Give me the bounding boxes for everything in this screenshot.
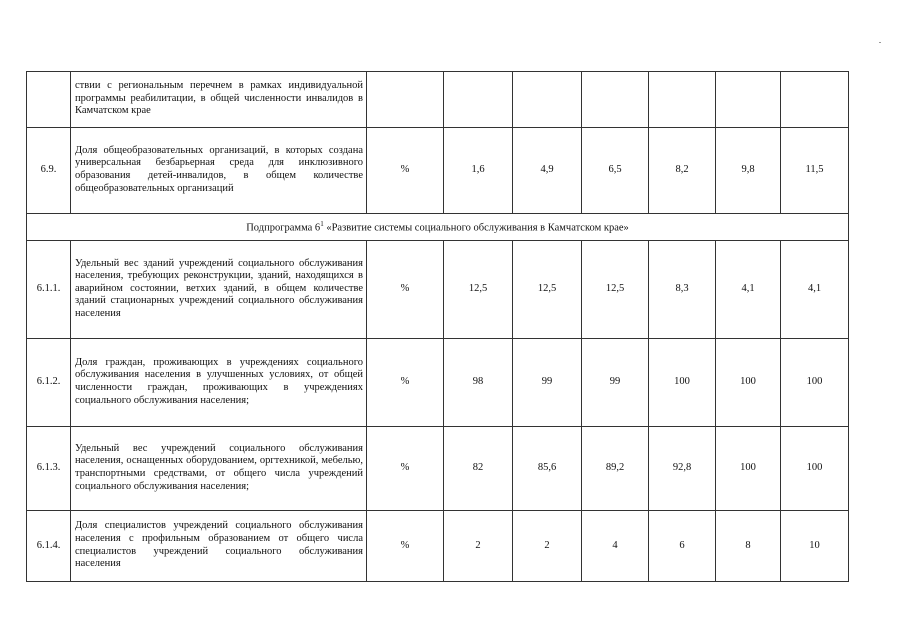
value-cell: 4,1 <box>716 241 781 339</box>
row-number: 6.1.1. <box>27 241 71 339</box>
table-row <box>27 511 849 582</box>
value-cell: 8 <box>716 511 781 582</box>
value-cell: 4 <box>582 511 649 582</box>
value-cell <box>513 72 582 128</box>
value-cell: 2 <box>513 511 582 582</box>
value-cell: 8,2 <box>649 128 716 214</box>
unit-cell: % <box>367 128 444 214</box>
scan-speck <box>879 42 881 43</box>
indicators-table <box>26 71 849 582</box>
value-cell: 9,8 <box>716 128 781 214</box>
subprogram-title: «Развитие системы социального обслуживания в Камчатском крае» <box>323 222 629 234</box>
value-cell: 12,5 <box>444 241 513 339</box>
table-row <box>27 339 849 427</box>
row-number: 6.1.3. <box>27 427 71 511</box>
subprogram-prefix: Подпрограмма 6 <box>246 222 321 234</box>
value-cell: 8,3 <box>649 241 716 339</box>
value-cell <box>582 72 649 128</box>
value-cell: 82 <box>444 427 513 511</box>
indicator-name: Удельный вес учреждений социального обслуживания населения, оснащенных оборудованием, оргтехникой, мебелью, транспортными средствами, от общего числа учреждений социального обслуживания населения; <box>71 427 367 511</box>
value-cell: 10 <box>781 511 849 582</box>
value-cell: 2 <box>444 511 513 582</box>
value-cell: 4,9 <box>513 128 582 214</box>
value-cell <box>781 72 849 128</box>
indicator-name: ствии с региональным перечнем в рамках индивидуальной программы реабилитации, в общей численности инвалидов в Камчатском крае <box>71 72 367 128</box>
table-row <box>27 241 849 339</box>
unit-cell: % <box>367 427 444 511</box>
row-number: 6.9. <box>27 128 71 214</box>
value-cell: 89,2 <box>582 427 649 511</box>
indicator-name: Доля общеобразовательных организаций, в которых создана универсальная безбарьерная среда для инклюзивного образования детей-инвалидов, в общем количестве общеобразовательных организаций <box>71 128 367 214</box>
value-cell: 100 <box>781 339 849 427</box>
value-cell: 6,5 <box>582 128 649 214</box>
value-cell: 100 <box>649 339 716 427</box>
value-cell: 1,6 <box>444 128 513 214</box>
value-cell: 98 <box>444 339 513 427</box>
subprogram-row <box>27 214 849 241</box>
table-row <box>27 128 849 214</box>
value-cell <box>444 72 513 128</box>
subprogram-heading <box>27 214 849 241</box>
value-cell <box>649 72 716 128</box>
value-cell: 11,5 <box>781 128 849 214</box>
value-cell: 92,8 <box>649 427 716 511</box>
unit-cell <box>367 72 444 128</box>
unit-cell: % <box>367 339 444 427</box>
value-cell: 99 <box>582 339 649 427</box>
value-cell <box>716 72 781 128</box>
table-row <box>27 427 849 511</box>
value-cell: 12,5 <box>513 241 582 339</box>
table-row <box>27 72 849 128</box>
value-cell: 99 <box>513 339 582 427</box>
value-cell: 100 <box>716 427 781 511</box>
value-cell: 4,1 <box>781 241 849 339</box>
value-cell: 12,5 <box>582 241 649 339</box>
value-cell: 100 <box>781 427 849 511</box>
unit-cell: % <box>367 241 444 339</box>
subprogram-superscript: 1 <box>320 220 324 229</box>
indicator-name: Доля специалистов учреждений социального обслуживания населения с профильным образованием от общего числа специалистов учреждений социального обслуживания населения <box>71 511 367 582</box>
row-number <box>27 72 71 128</box>
value-cell: 6 <box>649 511 716 582</box>
indicator-name: Удельный вес зданий учреждений социального обслуживания населения, требующих реконструкции, зданий, находящихся в аварийном состоянии, ветхих зданий, в общем количестве зданий стационарных учреждений социального обслуживания населения <box>71 241 367 339</box>
value-cell: 85,6 <box>513 427 582 511</box>
row-number: 6.1.4. <box>27 511 71 582</box>
value-cell: 100 <box>716 339 781 427</box>
row-number: 6.1.2. <box>27 339 71 427</box>
indicator-name: Доля граждан, проживающих в учреждениях социального обслуживания населения в улучшенных условиях, от общей численности граждан, проживающих в учреждениях социального обслуживания населения; <box>71 339 367 427</box>
unit-cell: % <box>367 511 444 582</box>
